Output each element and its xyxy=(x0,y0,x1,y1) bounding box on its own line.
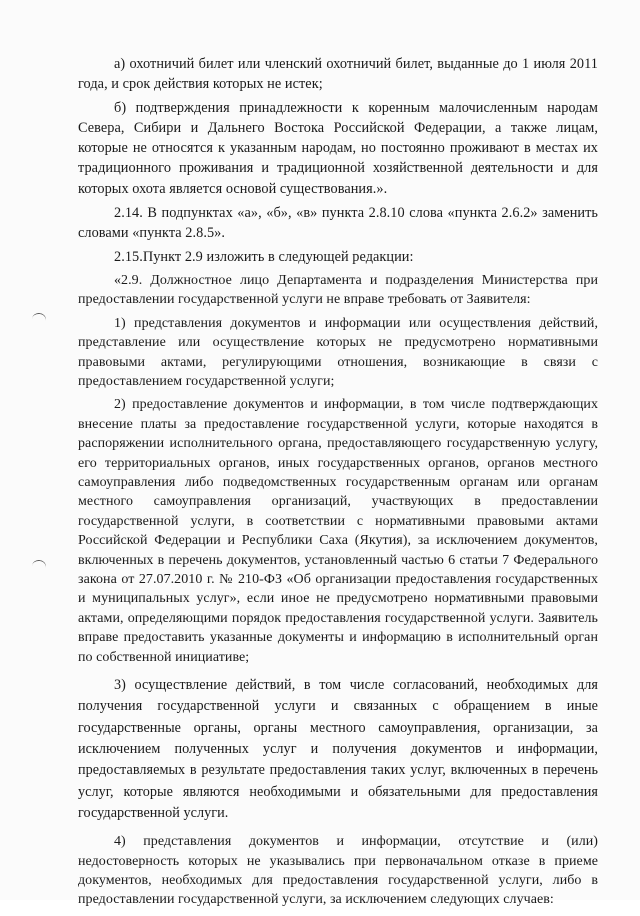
paragraph-a: а) охотничий билет или членский охотничий билет, выданные до 1 июля 2011 года, и срок действия которых не истек; xyxy=(78,56,598,93)
paragraph-b: б) подтверждения принадлежности к коренным малочисленным народам Севера, Сибири и Дальнего Востока Российской Федерации, а также лицам, которые не относятся к указанным народам, но постоянно проживают в местах их традиционного проживания и традиционной хозяйственной деятельности и для которых охота является основой существования.». xyxy=(78,100,598,197)
document-body xyxy=(78,54,598,916)
margin-punch-mark xyxy=(31,559,47,574)
paragraph-2-14: 2.14. В подпунктах «а», «б», «в» пункта 2.8.10 слова «пункта 2.6.2» заменить словами «пункта 2.8.5». xyxy=(78,204,598,241)
paragraph-item-2: 2) предоставление документов и информации, в том числе подтверждающих внесение платы за предоставление государственной услуги, которые находятся в распоряжении исполнительного органа, предоставляющего государственную услугу, его территориальных органов, иных государственных органов, органов местного самоуправления либо подведомственных государственным органам или органам местного самоуправления организаций, участвующих в предоставлении государственной услуги, в соответствии с нормативными правовыми актами Российской Федерации и Республики Саха (Якутия), за исключением документов, включенных в перечень документов, установленный частью 6 статьи 7 Федерального закона от 27.07.2010 г. № 210-ФЗ «Об организации предоставления государственных и муниципальных услуг», если иное не предусмотрено нормативными правовыми актами, определяющими порядок предоставления государственной услуги. Заявитель вправе предоставить указанные документы и информацию в исполнительный орган по собственной инициативе; xyxy=(78,397,598,665)
paragraph-item-1: 1) представления документов и информации или осуществления действий, представление или осуществление которых не предусмотрено нормативными правовыми актами, регулирующими отношения, возникающие в связи с предоставлением государственной услуги; xyxy=(78,315,598,389)
paragraph-2-9-intro: «2.9. Должностное лицо Департамента и подразделения Министерства при предоставлении государственной услуги не вправе требовать от Заявителя: xyxy=(78,272,598,308)
paragraph-item-3: 3) осуществление действий, в том числе согласований, необходимых для получения государственной услуги и связанных с обращением в иные государственные органы, органы местного самоуправления, организации, за исключением полученных услуг и получения документов и информации, предоставляемых в результате предоставления таких услуг, включенных в перечень услуг, которые являются необходимыми и обязательными для предоставления государственной услуги. xyxy=(78,677,598,821)
margin-punch-mark xyxy=(31,312,47,327)
paragraph-2-15: 2.15.Пункт 2.9 изложить в следующей редакции: xyxy=(114,248,414,265)
paragraph-item-4: 4) представления документов и информации, отсутствие и (или) недостоверность которых не указывались при первоначальном отказе в приеме документов, необходимых для предоставления государственной услуги, либо в предоставлении государственной услуги, за исключением следующих случаев: xyxy=(78,834,598,908)
